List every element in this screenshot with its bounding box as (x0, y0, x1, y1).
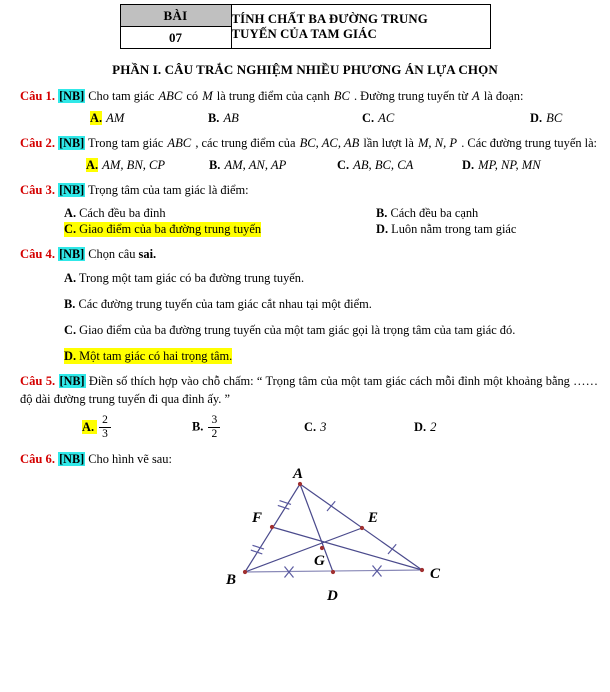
question-4-option-d[interactable] (64, 348, 232, 364)
question-3-text: Trọng tâm của tam giác là điểm: (88, 182, 249, 197)
question-1-text-e: là đoạn: (483, 89, 524, 103)
question-2-option-c[interactable] (337, 158, 414, 173)
question-3-label: Câu 3. (20, 182, 55, 197)
question-4-option-d-text: Một tam giác có hai trọng tâm. (79, 348, 233, 363)
question-5-option-c-tag: C. (304, 419, 317, 434)
median-BE (245, 528, 362, 572)
point-B (243, 570, 247, 574)
question-5-text: Điền số thích hợp vào chỗ chấm: “ Trọng tâm của một tam giác cách mỗi đỉnh một khoảng bằng ……độ dài đường trung tuyến đi qua đỉnh ấy. ” (20, 374, 598, 406)
question-5-stem (20, 373, 598, 408)
figure-points (243, 482, 424, 574)
question-4-option-c-line (64, 322, 598, 338)
question-5-option-a-denominator: 3 (102, 427, 108, 440)
label-D: D (327, 588, 338, 605)
question-5-option-a-tag: A. (82, 419, 95, 434)
question-2-option-b[interactable] (209, 158, 287, 173)
question-5-option-b-denominator: 2 (211, 427, 218, 440)
question-3-option-d[interactable] (376, 222, 516, 237)
question-4-option-a-tag: A. (64, 270, 77, 285)
label-C: C (430, 566, 441, 583)
question-2-text-d: . Các đường trung tuyến là: (461, 135, 598, 150)
question-5-option-a[interactable] (82, 415, 113, 440)
question-5-option-d-text: 2 (430, 419, 437, 434)
question-1-option-a-text: AM (106, 110, 125, 125)
question-1-math-1: ABC (158, 89, 183, 103)
question-3-option-b-tag: B. (376, 205, 388, 220)
figure-container (0, 457, 610, 607)
question-1-math-4: A (472, 89, 480, 103)
question-3-option-c-tag: C. (64, 221, 77, 236)
question-1-math-3: BC (333, 89, 350, 103)
question-4-text-pre: Chọn câu (88, 246, 136, 261)
question-4-option-c-tag: C. (64, 322, 77, 337)
question-2-option-c-tag: C. (337, 157, 350, 172)
question-5-option-d[interactable] (414, 420, 437, 435)
lesson-header (0, 0, 610, 49)
question-1-options (90, 111, 598, 126)
question-2-option-d[interactable] (462, 158, 542, 173)
question-5-option-a-numerator: 2 (99, 414, 111, 427)
question-2-math-1: ABC (167, 135, 192, 150)
question-1-option-d-tag: D. (530, 110, 543, 125)
question-4-label: Câu 4. (20, 246, 55, 261)
question-1-text-b: có (186, 89, 199, 103)
label-F: F (252, 510, 263, 527)
question-1-stem (20, 88, 598, 106)
question-3-option-d-text: Luôn nằm trong tam giác (391, 221, 517, 236)
question-3-option-b-text: Cách đều ba cạnh (390, 205, 479, 220)
question-1-option-d-text: BC (546, 110, 563, 125)
question-3-options-row-2 (64, 222, 598, 237)
question-2-text-c: lần lượt là (363, 135, 414, 150)
question-4-options (64, 270, 598, 365)
question-4 (20, 246, 598, 364)
lesson-number: 07 (169, 29, 182, 45)
label-G: G (314, 553, 325, 570)
question-2-option-a-text: AM, BN, CP (102, 157, 166, 172)
question-5-option-c-text: 3 (320, 419, 327, 434)
question-5-option-b-numerator: 3 (208, 414, 220, 427)
question-2-text-b: , các trung điểm của (195, 135, 296, 150)
point-D (331, 570, 335, 574)
lesson-number-cell (120, 27, 231, 49)
question-4-option-b-text: Các đường trung tuyến của tam giác cắt nhau tại một điểm. (78, 296, 372, 311)
question-3-options-row-1 (64, 206, 598, 221)
question-2-option-b-text: AM, AN, AP (224, 157, 287, 172)
question-2-text-a: Trong tam giác (88, 135, 164, 150)
question-1 (20, 88, 598, 126)
question-1-option-a[interactable] (90, 111, 125, 126)
question-4-option-d-line (64, 348, 598, 364)
question-5 (20, 373, 598, 441)
question-3 (20, 182, 598, 237)
point-G (320, 546, 324, 550)
question-3-option-a[interactable] (64, 206, 166, 221)
question-3-option-a-tag: A. (64, 205, 77, 220)
question-5-options (82, 415, 598, 440)
point-F (270, 525, 274, 529)
question-6-text: Cho hình vẽ sau: (88, 451, 172, 466)
question-2-math-2: BC, AC, AB (299, 135, 360, 150)
question-1-text-d: . Đường trung tuyến từ (353, 89, 468, 103)
question-3-option-c-text: Giao điểm của ba đường trung tuyến (79, 221, 262, 236)
question-5-badge: [NB] (59, 374, 85, 388)
question-2-option-d-text: MP, NP, MN (478, 157, 541, 172)
tick-EC-1 (388, 545, 396, 555)
question-1-text-c: là trung điểm của cạnh (216, 89, 330, 103)
question-5-option-b-fraction (208, 414, 220, 439)
question-4-option-d-tag: D. (64, 348, 77, 363)
label-A: A (293, 466, 304, 483)
question-5-option-d-tag: D. (414, 419, 427, 434)
question-2-label: Câu 2. (20, 135, 55, 150)
question-1-option-b-text: AB (223, 110, 239, 125)
question-1-option-c[interactable] (362, 111, 395, 126)
question-4-stem (20, 246, 598, 264)
label-E: E (368, 510, 379, 527)
lesson-title-cell (231, 5, 490, 49)
question-2-option-d-tag: D. (462, 157, 475, 172)
question-5-option-b-tag: B. (192, 419, 204, 434)
question-4-option-c[interactable] (64, 322, 515, 338)
lesson-title-line1: TÍNH CHẤT BA ĐƯỜNG TRUNG (231, 12, 428, 27)
question-1-option-d[interactable] (530, 111, 563, 126)
question-4-text-bold: sai. (138, 246, 157, 261)
question-3-option-a-text: Cách đều ba đỉnh (79, 205, 166, 220)
question-3-option-b[interactable] (376, 206, 478, 221)
question-2-option-a[interactable] (86, 158, 166, 173)
question-6-label: Câu 6. (20, 451, 55, 466)
lesson-header-table (120, 4, 491, 49)
question-6-badge: [NB] (59, 451, 85, 466)
question-4-option-b-line (64, 296, 598, 312)
question-1-text-a: Cho tam giác (88, 89, 155, 103)
question-2-option-c-text: AB, BC, CA (353, 157, 414, 172)
question-2-option-a-tag: A. (86, 157, 99, 172)
question-2-math-3: M, N, P (417, 135, 458, 150)
question-5-option-c[interactable] (304, 420, 327, 435)
question-2 (20, 135, 598, 173)
question-1-label: Câu 1. (20, 89, 55, 103)
question-3-option-d-tag: D. (376, 221, 389, 236)
question-4-badge: [NB] (59, 246, 85, 261)
triangle-with-medians-figure (0, 457, 610, 607)
question-2-badge: [NB] (59, 135, 85, 150)
question-4-option-c-text: Giao điểm của ba đường trung tuyến của một tam giác gọi là trọng tâm của tam giác đó. (79, 322, 516, 337)
tick-FB-1 (253, 546, 265, 550)
question-5-option-b[interactable] (192, 415, 222, 440)
question-4-option-a[interactable] (64, 270, 304, 286)
question-2-option-b-tag: B. (209, 157, 221, 172)
question-3-option-c[interactable] (64, 222, 261, 237)
question-1-badge: [NB] (59, 89, 85, 103)
question-1-math-2: M (202, 89, 213, 103)
label-B: B (226, 572, 237, 589)
question-1-option-a-tag: A. (90, 110, 103, 125)
point-C (420, 568, 424, 572)
question-2-options (86, 158, 598, 173)
tick-AE-1 (327, 502, 335, 512)
question-4-option-a-line (64, 270, 598, 286)
tick-AF-2 (278, 506, 290, 510)
question-1-option-c-tag: C. (362, 110, 375, 125)
question-4-option-b[interactable] (64, 296, 372, 312)
question-5-option-a-fraction (99, 414, 111, 439)
lesson-title-line2: TUYẾN CỦA TAM GIÁC (231, 26, 377, 41)
question-4-option-b-tag: B. (64, 296, 76, 311)
question-3-badge: [NB] (59, 182, 85, 197)
lesson-label-cell (120, 5, 231, 27)
question-1-option-b-tag: B. (208, 110, 220, 125)
point-E (360, 526, 364, 530)
questions-container (0, 88, 610, 468)
question-5-label: Câu 5. (20, 374, 56, 388)
question-3-stem (20, 182, 598, 200)
lesson-label: BÀI (163, 7, 188, 23)
question-1-option-c-text: AC (378, 110, 395, 125)
question-1-option-b[interactable] (208, 111, 240, 126)
section-heading: PHẦN I. CÂU TRẮC NGHIỆM NHIỀU PHƯƠNG ÁN LỰA CHỌN (112, 62, 498, 77)
point-A (298, 482, 302, 486)
question-4-option-a-text: Trong một tam giác có ba đường trung tuyến. (78, 270, 305, 285)
question-2-stem (20, 135, 598, 153)
